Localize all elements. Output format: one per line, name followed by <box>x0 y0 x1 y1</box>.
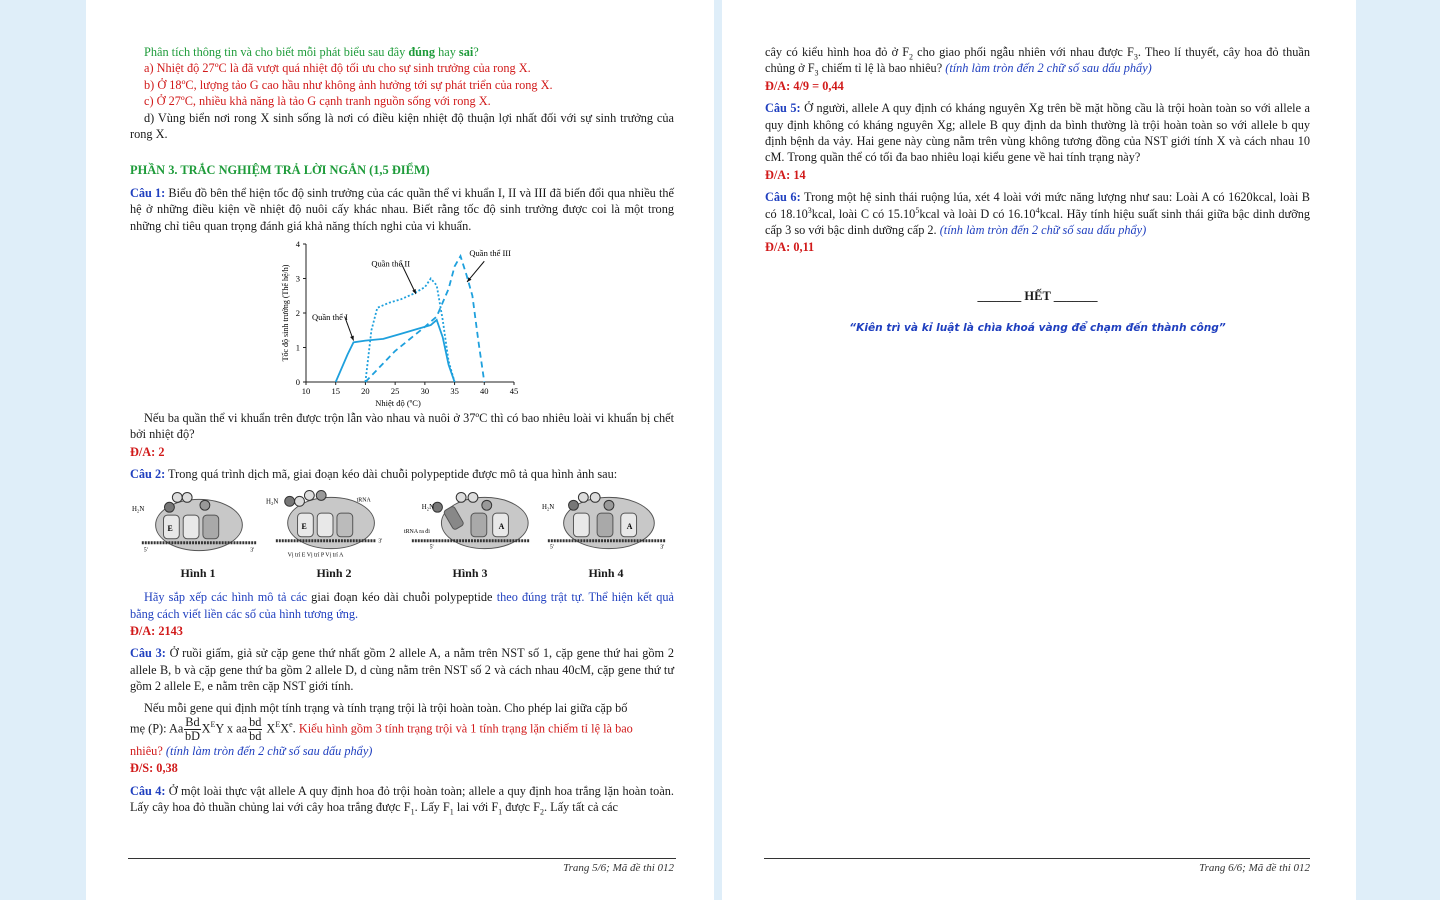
fig1-3: 3' <box>250 547 255 554</box>
q6-label: Câu 6: <box>765 190 801 205</box>
q4-sub3: 1 <box>498 807 503 817</box>
question-2 <box>130 466 674 482</box>
q4-sub1: 1 <box>410 807 415 817</box>
q4-text-a: Ở một loài thực vật allele A quy định hoa đỏ trội hoàn toàn; allele a quy định hoa trắng lặn hoàn toàn. Lấy cây hoa đỏ thuần chủng lai với cây hoa trắng được F <box>130 783 674 815</box>
y-axis-label: Tốc độ sinh trưởng (Thế hệ/h) <box>281 264 290 362</box>
statement-a: a) Nhiệt độ 27ºC là đã vượt quá nhiệt độ tối ưu cho sự sinh trưởng của rong X. <box>144 61 531 76</box>
q4-text-e: . Lấy tất cả các <box>543 800 619 815</box>
x-tick-label: 25 <box>390 386 400 397</box>
intro-q: ? <box>473 45 479 59</box>
q6-sup3: 4 <box>1035 205 1040 215</box>
page-5-footer: Trang 5/6; Mã đề thi 012 <box>563 862 674 874</box>
intro-dung: đúng <box>408 45 436 59</box>
q3-cross-e-sup: e <box>289 720 293 730</box>
q2-follow <box>130 589 674 622</box>
q3-cross-e: X <box>280 721 290 736</box>
page-6-footer: Trang 6/6; Mã đề thi 012 <box>1199 862 1310 874</box>
section-title: PHẦN 3. TRẮC NGHIỆM TRẢ LỜI NGẮN (1,5 ĐIỂM) <box>130 163 430 178</box>
ribosome-figure-1 <box>130 487 266 559</box>
figure-label-3: Hình 3 <box>452 565 488 580</box>
page-6 <box>722 0 1356 900</box>
fig3-trna-out: tRNA ra đi <box>403 528 430 535</box>
q3-cross-a: mẹ (P): Aa <box>130 721 184 736</box>
q3-cross-f: . <box>292 721 299 736</box>
y-tick-label: 1 <box>295 342 300 353</box>
q3-cross-b-sup: E <box>210 720 216 730</box>
q6-sup2: 5 <box>915 205 920 215</box>
q3-red-part: Kiểu hình gồm 3 tính trạng trội và 1 tính trạng lặn chiếm tỉ lệ là bao <box>298 721 633 736</box>
annotation-label-2: Quần thể II <box>371 258 411 269</box>
q2-follow-a: Hãy sắp xếp các hình mô tả các <box>144 590 308 605</box>
fraction-2-den: bd <box>249 728 262 743</box>
question-5 <box>765 100 1310 166</box>
y-tick-label: 0 <box>295 377 300 388</box>
fig4-h2n: H₂N <box>541 503 555 511</box>
fig3-a: A <box>498 521 505 531</box>
q4-text-d: được F <box>502 800 540 815</box>
fig3-5: 5' <box>429 544 434 551</box>
x-tick-label: 10 <box>301 386 311 397</box>
end-marker: _______ HẾT _______ <box>977 288 1098 303</box>
q4-text-c: lai với F <box>453 800 499 815</box>
q4c-sub1: 2 <box>909 52 914 62</box>
fig2-e: E <box>301 521 307 531</box>
q4c-text-a: cây có kiểu hình hoa đỏ ở F <box>765 45 910 59</box>
page-6-content <box>765 44 1310 337</box>
question-3 <box>130 645 674 694</box>
statement-b: b) Ở 18ºC, lượng tảo G cao hầu như không ảnh hưởng tới sự phát triển của rong X. <box>144 77 553 92</box>
q1-label: Câu 1: <box>130 185 166 200</box>
intro-hay: hay <box>435 45 459 59</box>
statement-d: d) Vùng biển nơi rong X sinh sống là nơi có điều kiện nhiệt độ thuận lợi nhất đối với sự sinh trưởng của rong X. <box>130 110 674 142</box>
fig4-3: 3' <box>660 544 665 551</box>
q1-follow: Nếu ba quần thể vi khuẩn trên được trộn lẫn vào nhau và nuôi ở 37ºC thì có bao nhiêu loài vi khuẩn bị chết bởi nhiệt độ? <box>130 411 674 442</box>
fig4-a: A <box>626 521 633 531</box>
q4c-sub3: 3 <box>814 68 819 78</box>
fig1-h2n: H₂N <box>131 505 145 513</box>
annotation-label-3: Quần thể III <box>469 248 511 259</box>
fig2-sites: Vị trí E Vị trí P Vị trí A <box>287 552 344 559</box>
fig1-e: E <box>167 523 173 533</box>
fraction-1 <box>184 716 200 743</box>
x-tick-label: 45 <box>509 386 519 397</box>
q3-answer: Đ/S: 0,38 <box>130 761 178 776</box>
q6-text-b: kcal, loài C có 15.10 <box>811 206 916 221</box>
fig2-3: 3' <box>378 538 383 545</box>
q4-continued <box>765 44 1310 77</box>
ribosome-figures <box>130 487 674 559</box>
q5-text: Ở người, allele A quy định có kháng nguyên Xg trên bề mặt hồng cầu là trội hoàn toàn so với allele a quy định không có kháng nguyên Xg; allele B quy định da bình thường là trội hoàn toàn so với allele b quy định bệnh da vảy. Hai gene này cùng nằm trên vùng không tương đồng của NST giới tính X và cách nhau 10 cM. Trong quần thể có tối đa bao nhiêu loại kiểu gene về hai tính trạng này? <box>765 101 1310 165</box>
fraction-2 <box>248 716 262 743</box>
annotation-label-1: Quần thể I <box>311 311 348 322</box>
q4c-sub2: 3 <box>1133 52 1138 62</box>
fig2-trna: tRNA <box>356 497 371 504</box>
x-tick-label: 35 <box>450 386 459 397</box>
q3-follow: Nếu mỗi gene qui định một tính trạng và tính trạng trội là trội hoàn toàn. Cho phép lai giữa cặp bố <box>144 700 628 715</box>
q4c-text-b: cho giao phối ngẫu nhiên với nhau được F <box>913 45 1134 59</box>
q6-answer: Đ/A: 0,11 <box>765 240 815 255</box>
y-tick-label: 4 <box>295 239 300 250</box>
ribosome-figure-3 <box>402 487 538 559</box>
growth-rate-chart <box>278 238 538 410</box>
figure-label-4: Hình 4 <box>588 565 624 580</box>
motivational-quote: “Kiên trì và kỉ luật là chìa khoá vàng để chạm đến thành công” <box>849 322 1226 335</box>
question-6 <box>765 189 1310 238</box>
q4c-note: (tính làm tròn đến 2 chữ số sau dấu phẩy) <box>942 61 1152 76</box>
q5-label: Câu 5: <box>765 101 801 116</box>
q3-cross-b: X <box>201 721 211 736</box>
fig1-5: 5' <box>143 547 148 554</box>
q4c-text-d: chiếm tỉ lệ là bao nhiêu? <box>818 61 943 76</box>
fraction-1-num: Bd <box>185 714 200 729</box>
series-line-3 <box>365 256 484 382</box>
page-5 <box>86 0 714 900</box>
x-tick-label: 30 <box>420 386 430 397</box>
x-tick-label: 40 <box>480 386 489 397</box>
y-tick-label: 3 <box>295 273 300 284</box>
figure-label-1: Hình 1 <box>180 565 216 580</box>
ribosome-figure-4 <box>538 487 674 559</box>
q3-cross-d-sup: E <box>275 720 281 730</box>
q6-text-a: Trong một hệ sinh thái ruộng lúa, xét 4 loài với mức năng lượng như sau: Loài A có 1620kcal, loài B có 18.10 <box>765 190 1310 221</box>
x-tick-label: 20 <box>361 386 370 397</box>
q3-text: Ở ruồi giấm, giả sử cặp gene thứ nhất gồm 2 allele A, a nằm trên NST số 1, cặp gene thứ hai gồm 2 allele B, b và cặp gene thứ ba gồm 2 allele D, d cùng nằm trên NST số 2 và cách nhau 40cM, cặp gene thứ tư gồm 2 allele E, e nằm trên cặp NST giới tính. <box>130 646 674 694</box>
q3-label: Câu 3: <box>130 646 166 661</box>
ribosome-figure-2 <box>266 487 402 559</box>
fraction-2-num: bd <box>249 714 262 729</box>
q2-follow-b: giai đoạn kéo dài chuỗi polypeptide <box>307 590 497 605</box>
q3-cross-d: X <box>263 721 276 736</box>
statement-c: c) Ở 27ºC, nhiều khả năng là tảo G cạnh tranh nguồn sống với rong X. <box>144 94 491 109</box>
fraction-1-den: bD <box>184 728 200 743</box>
q3-cross <box>130 716 674 743</box>
q1-text: Biểu đồ bên thể hiện tốc độ sinh trưởng của các quần thể vi khuẩn I, II và III đã biến đổi qua nhiều thế hệ ở những điều kiện về nhiệt độ nuôi cấy khác nhau. Biết rằng tốc độ sinh trưởng được coi là một trong những chỉ tiêu quan trọng đánh giá khả năng thích nghi của vi khuẩn. <box>130 185 674 233</box>
x-axis-label: Nhiệt độ (ºC) <box>375 398 421 409</box>
q2-text: Trong quá trình dịch mã, giai đoạn kéo dài chuỗi polypeptide được mô tả qua hình ảnh sau: <box>165 467 618 482</box>
q4-sub4: 2 <box>539 807 544 817</box>
q3-round-note: (tính làm tròn đến 2 chữ số sau dấu phẩy) <box>162 743 373 758</box>
footer-rule-6 <box>764 858 1310 859</box>
fig2-h2n: H₂N <box>266 497 279 505</box>
annotation-arrowhead-1 <box>350 336 354 341</box>
intro-text <box>130 44 674 60</box>
q3-cross-c: Y x aa <box>215 721 248 736</box>
q2-answer: Đ/A: 2143 <box>130 623 183 638</box>
figure-labels <box>130 565 674 581</box>
q6-text-c: kcal và loài D có 16.10 <box>919 206 1036 221</box>
intro-part: Phân tích thông tin và cho biết mỗi phát biểu sau đây <box>144 45 409 59</box>
q6-sup1: 3 <box>807 205 812 215</box>
y-tick-label: 2 <box>295 308 300 319</box>
q2-follow-c: theo đúng trật tự. Thể hiện kết quả bằng cách viết liền các số của hình tương ứng. <box>130 590 675 621</box>
q1-answer: Đ/A: 2 <box>130 444 165 459</box>
question-4 <box>130 783 674 816</box>
fig3-h2n: H₂N <box>421 503 435 511</box>
q2-label: Câu 2: <box>130 467 166 482</box>
q6-note: (tính làm tròn đến 2 chữ số sau dấu phẩy) <box>936 223 1147 238</box>
q4-label: Câu 4: <box>130 783 166 798</box>
question-1 <box>130 185 674 234</box>
q4c-text-c: . Theo lí thuyết, cây hoa đỏ thuần chủng ở F <box>765 45 1310 76</box>
page-5-content <box>130 44 674 816</box>
figure-label-2: Hình 2 <box>316 565 352 580</box>
footer-rule <box>128 858 676 859</box>
q6-text-d: kcal. Hãy tính hiệu suất sinh thái giữa bậc dinh dưỡng cấp 3 so với bậc dinh dưỡng cấp 2. <box>765 206 1310 238</box>
fig4-5: 5' <box>549 544 554 551</box>
growth-chart-svg <box>278 238 538 410</box>
q3-question-end <box>130 743 674 759</box>
intro-sai: sai <box>458 45 474 59</box>
q4-answer: Đ/A: 4/9 = 0,44 <box>765 78 844 93</box>
q3-red-part2: nhiêu? <box>130 743 163 758</box>
q4-text-b: . Lấy F <box>414 800 450 815</box>
x-tick-label: 15 <box>331 386 340 397</box>
q5-answer: Đ/A: 14 <box>765 167 806 182</box>
q4-sub2: 1 <box>449 807 454 817</box>
